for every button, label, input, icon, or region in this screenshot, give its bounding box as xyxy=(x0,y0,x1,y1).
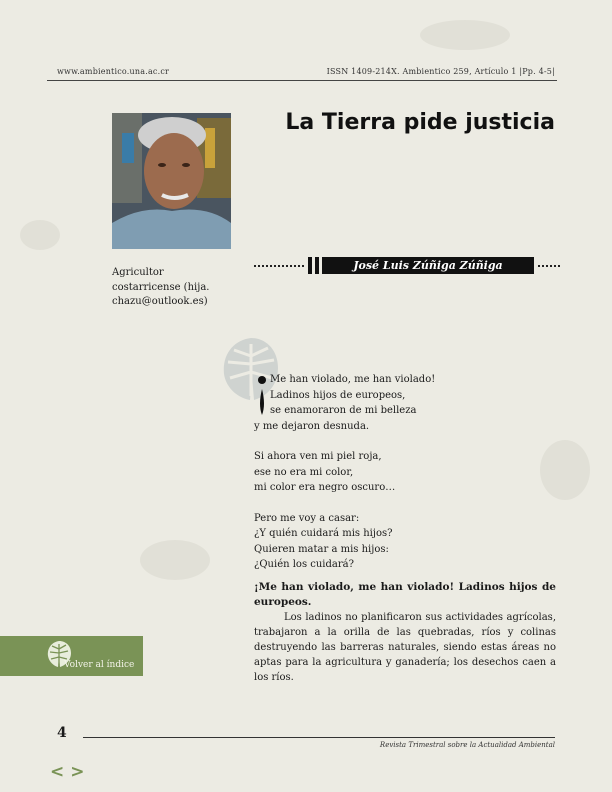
lead-paragraph: ¡Me han violado, me han violado! Ladinos hijos de europeos. xyxy=(254,581,556,608)
article-title: La Tierra pide justicia xyxy=(285,110,555,135)
body-paragraph: Los ladinos no planificaron sus actividades agrícolas, trabajaron a la orilla de las quebradas, ríos y colinas destruyendo las barreras naturales, siendo estas áreas no aptas para la agricultura y ganadería; los desechos caen a los ríos. xyxy=(254,612,556,683)
next-page-icon[interactable]: > xyxy=(70,762,85,782)
author-note-line: Agricultor xyxy=(112,267,164,278)
author-note-line: chazu@outlook.es) xyxy=(112,296,208,307)
poem xyxy=(254,372,560,588)
paper-texture xyxy=(140,540,210,580)
header-issn: ISSN 1409-214X. Ambientico 259, Artículo 1 |Pp. 4-5| xyxy=(326,67,555,76)
author-note-line: costarricense (hija. xyxy=(112,281,210,293)
author-name: José Luis Zúñiga Zúñiga xyxy=(322,257,534,274)
page-nav xyxy=(50,762,91,782)
journal-name: Revista Trimestral sobre la Actualidad Ambiental xyxy=(379,741,555,749)
poem-line: se enamoraron de mi belleza xyxy=(270,405,417,416)
paper-texture xyxy=(20,220,60,250)
poem-line: ¿Quién los cuidará? xyxy=(254,559,354,570)
header-website: www.ambientico.una.ac.cr xyxy=(57,67,170,76)
poem-stanza xyxy=(254,511,560,573)
poem-stanza xyxy=(254,449,560,496)
poem-line: y me dejaron desnuda. xyxy=(254,420,370,432)
poem-line: Pero me voy a casar: xyxy=(254,512,360,524)
author-photo xyxy=(112,113,231,249)
poem-line: Ladinos hijos de europeos, xyxy=(270,389,406,401)
divider-dots xyxy=(538,265,560,267)
poem-line: ¿Y quién cuidará mis hijos? xyxy=(254,528,393,539)
header-divider xyxy=(47,80,557,81)
poem-line: Me han violado, me han violado! xyxy=(270,374,436,385)
back-to-index-button[interactable] xyxy=(0,636,143,676)
author-note xyxy=(112,266,252,310)
poem-line: Si ahora ven mi piel roja, xyxy=(254,451,382,462)
poem-stanza xyxy=(254,372,560,434)
poem-line: mi color era negro oscuro… xyxy=(254,482,396,493)
footer-divider xyxy=(83,737,555,738)
divider-mark xyxy=(308,257,312,274)
author-bar xyxy=(254,257,560,274)
poem-line: ese no era mi color, xyxy=(254,466,354,478)
paper-texture xyxy=(420,20,510,50)
divider-mark xyxy=(315,257,319,274)
page-number: 4 xyxy=(57,725,67,741)
prev-page-icon[interactable]: < xyxy=(50,762,65,782)
back-to-index-label: Volver al índice xyxy=(64,660,135,670)
poem-line: Quieren matar a mis hijos: xyxy=(254,543,389,555)
divider-dots xyxy=(254,265,304,267)
